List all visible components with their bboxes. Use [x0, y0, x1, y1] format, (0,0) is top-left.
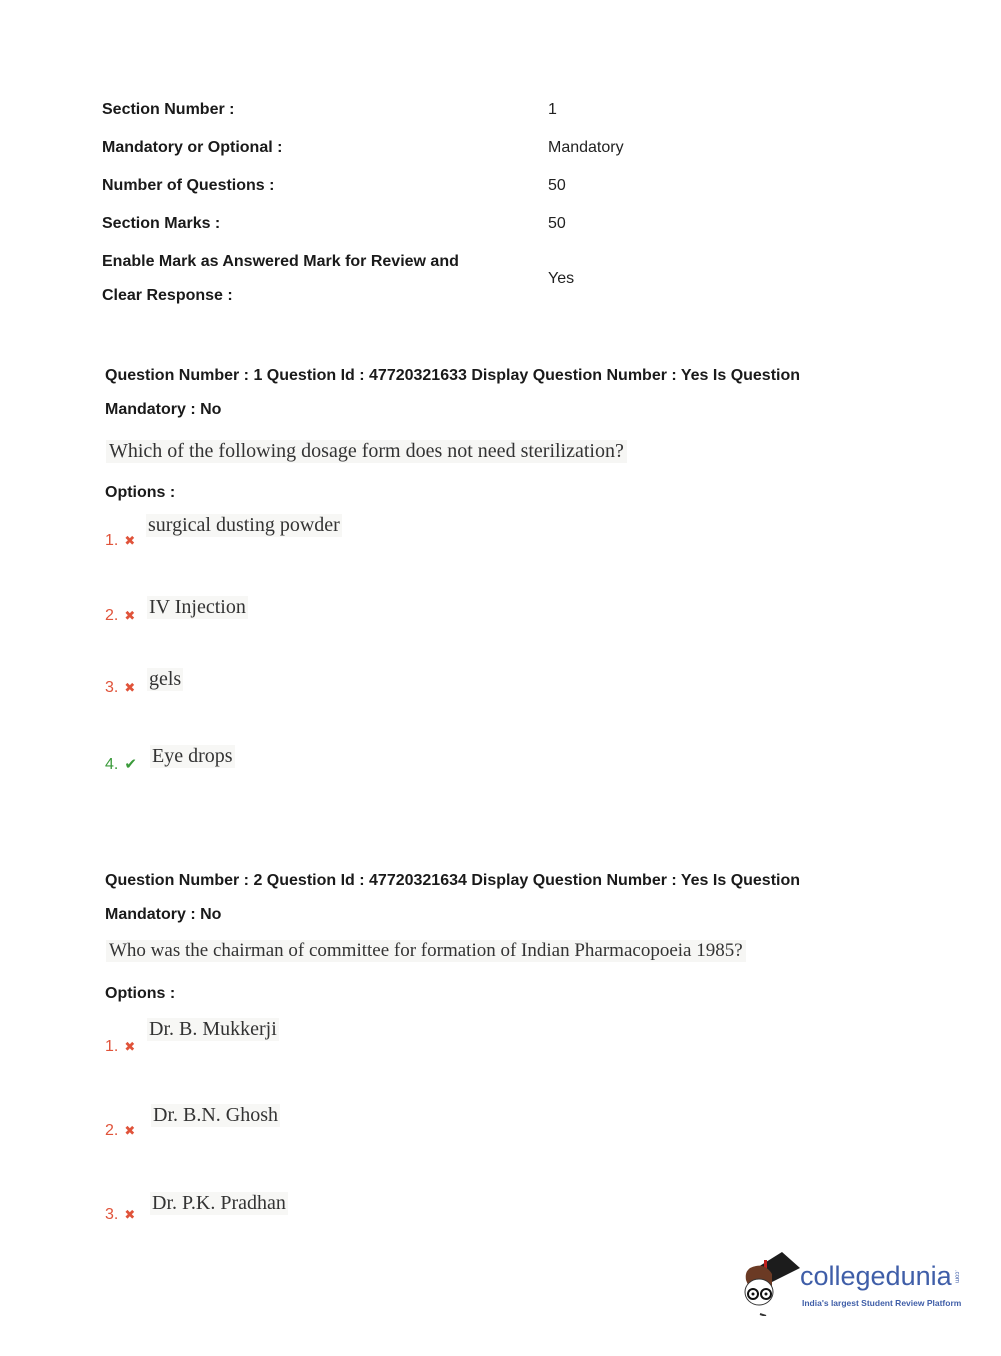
option-text: Eye drops	[152, 745, 233, 767]
logo-wordmark	[800, 1260, 960, 1292]
wrong-icon: ✖	[124, 1039, 136, 1054]
option-number: 4. ✔	[105, 756, 137, 773]
option-number: 2. ✖	[105, 607, 136, 624]
section-number-value: 1	[548, 101, 557, 118]
section-marks-value: 50	[548, 215, 566, 232]
section-number-label: Section Number :	[102, 101, 235, 118]
question-mandatory: Mandatory : No	[105, 906, 222, 923]
logo-name: collegedunia	[800, 1261, 952, 1291]
question-mandatory: Mandatory : No	[105, 401, 222, 418]
option-text: IV Injection	[149, 596, 246, 618]
wrong-icon: ✖	[124, 533, 136, 548]
section-marks-label: Section Marks :	[102, 215, 221, 232]
mascot-icon	[742, 1250, 802, 1316]
wrong-icon: ✖	[124, 1123, 136, 1138]
options-label: Options :	[105, 484, 176, 501]
option-text: Dr. B.N. Ghosh	[153, 1104, 279, 1126]
option-number: 3. ✖	[105, 679, 136, 696]
enable-mark-value: Yes	[548, 270, 575, 287]
wrong-icon: ✖	[124, 680, 136, 695]
question-header: Question Number : 2 Question Id : 47720321634 Display Question Number : Yes Is Question	[105, 872, 801, 889]
option-text: surgical dusting powder	[148, 514, 340, 536]
question-text: Who was the chairman of committee for formation of Indian Pharmacopoeia 1985?	[106, 940, 746, 962]
num-questions-label: Number of Questions :	[102, 177, 275, 194]
options-label: Options :	[105, 985, 176, 1002]
mandatory-label: Mandatory or Optional :	[102, 139, 283, 156]
option-number: 3. ✖	[105, 1206, 136, 1223]
question-header: Question Number : 1 Question Id : 47720321633 Display Question Number : Yes Is Question	[105, 367, 801, 384]
collegedunia-logo	[742, 1250, 992, 1320]
option-number: 1. ✖	[105, 532, 136, 549]
wrong-icon: ✖	[124, 1207, 136, 1222]
logo-suffix: .com	[953, 1270, 960, 1284]
question-text: Which of the following dosage form does not need sterilization?	[106, 440, 627, 463]
option-number: 2. ✖	[105, 1122, 136, 1139]
mandatory-value: Mandatory	[548, 139, 624, 156]
enable-mark-label-cont: Clear Response :	[102, 287, 233, 304]
option-number: 1. ✖	[105, 1038, 136, 1055]
option-text: gels	[149, 668, 182, 690]
logo-tagline: India's largest Student Review Platform	[802, 1298, 962, 1308]
wrong-icon: ✖	[124, 608, 136, 623]
option-text: Dr. B. Mukkerji	[149, 1018, 277, 1040]
option-text: Dr. P.K. Pradhan	[152, 1192, 286, 1214]
num-questions-value: 50	[548, 177, 566, 194]
enable-mark-label: Enable Mark as Answered Mark for Review and	[102, 253, 459, 270]
check-icon: ✔	[124, 756, 137, 773]
